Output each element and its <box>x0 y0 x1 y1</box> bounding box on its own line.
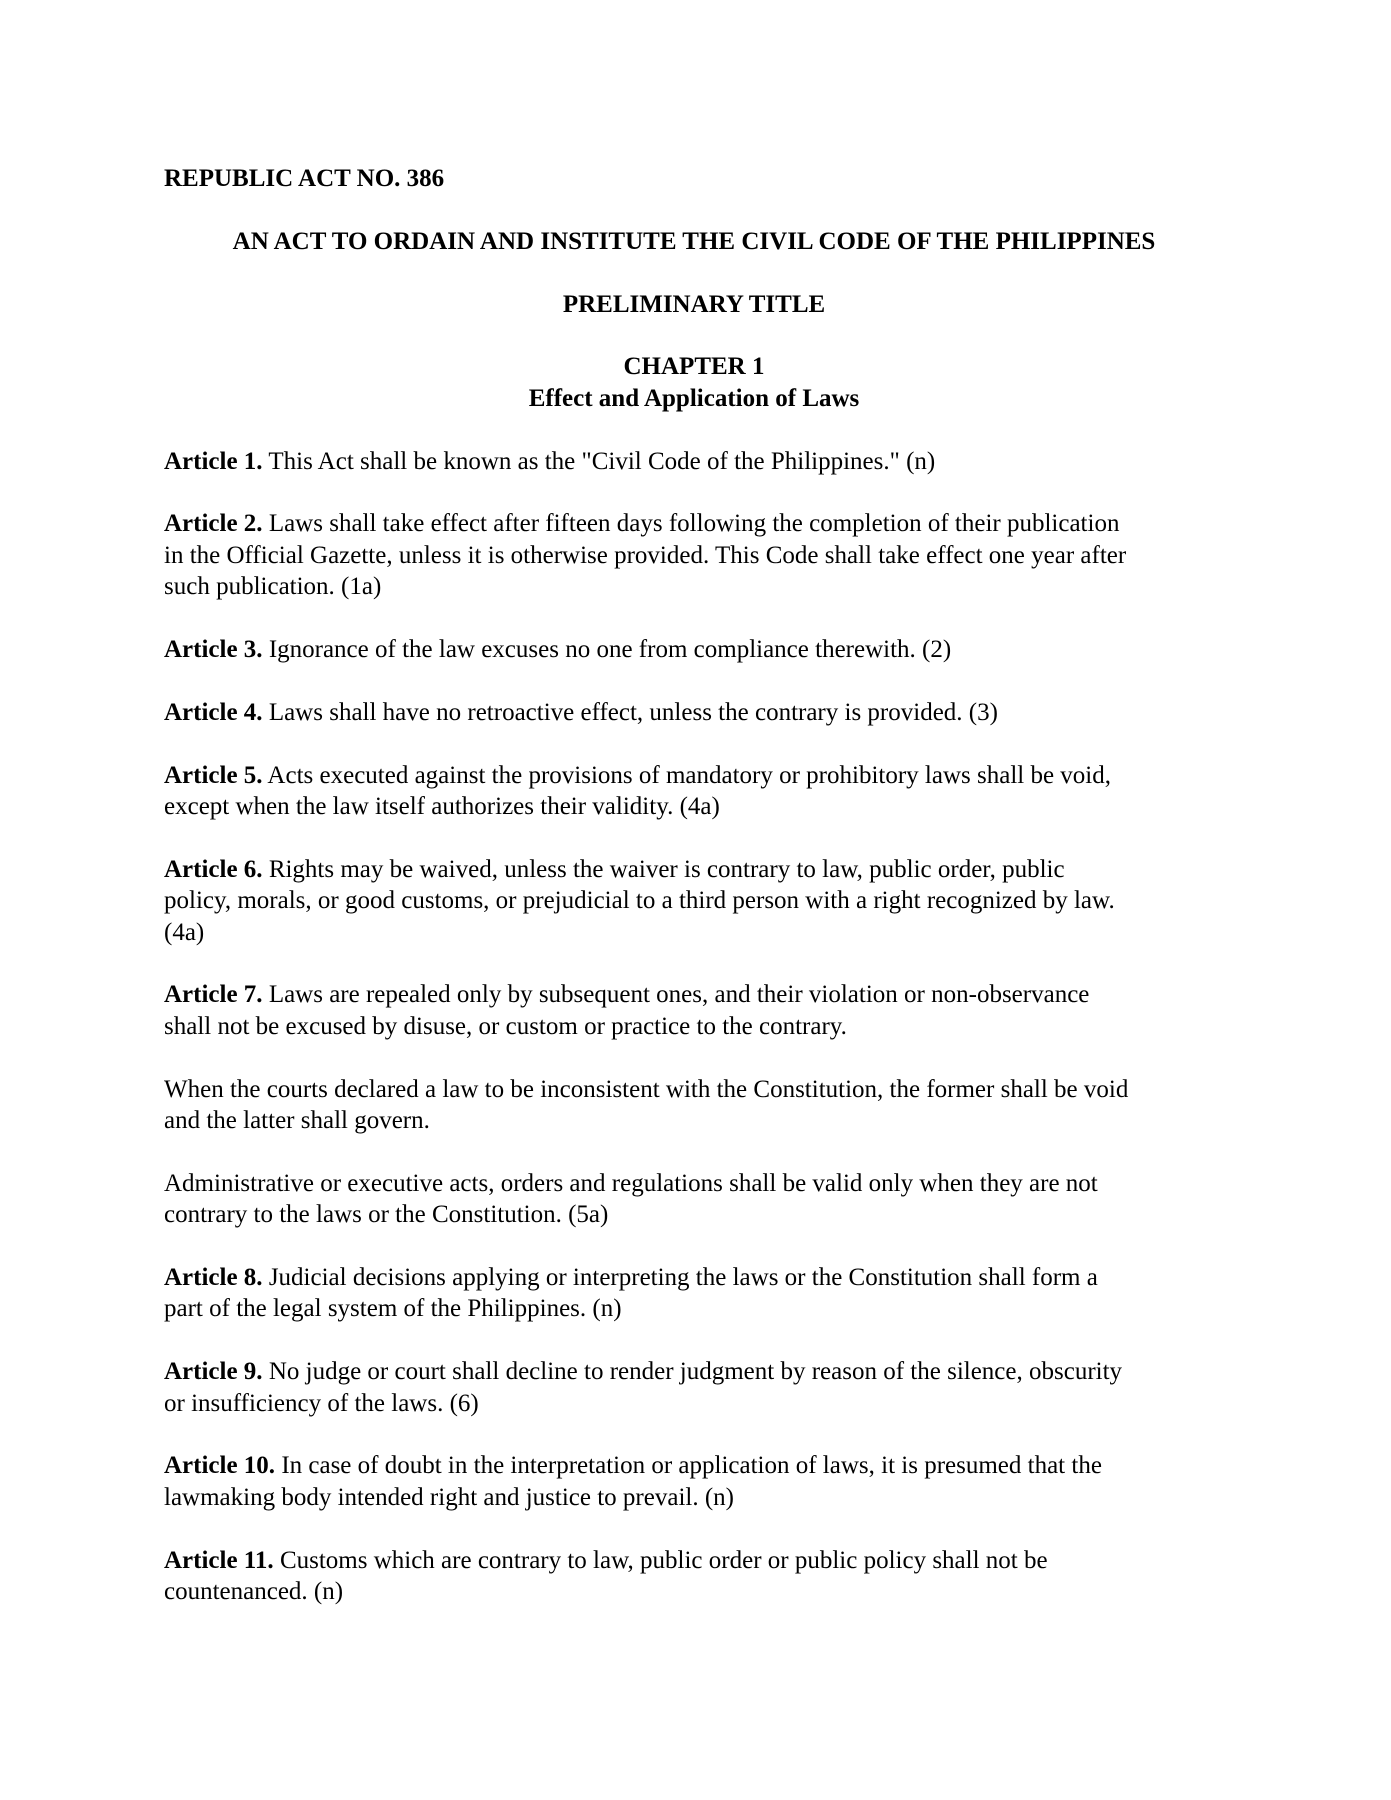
text-line <box>164 1450 1224 1481</box>
article-text: Laws are repealed only by subsequent ones, and their violation or non-observance <box>262 981 1090 1009</box>
article-paragraph <box>164 1450 1224 1513</box>
article-label: Article 8. <box>164 1264 263 1292</box>
text-line <box>164 1168 1224 1199</box>
article-paragraph <box>164 760 1224 823</box>
text-line <box>164 571 1224 602</box>
document-page <box>164 163 1224 1639</box>
article-text: Laws shall have no retroactive effect, unless the contrary is provided. (3) <box>262 698 998 726</box>
article-paragraph <box>164 1262 1224 1325</box>
article-text: (4a) <box>164 918 205 946</box>
article-label: Article 9. <box>164 1358 263 1386</box>
article-paragraph <box>164 1545 1224 1608</box>
articles-body <box>164 446 1224 1608</box>
text-line <box>164 917 1224 948</box>
article-text: No judge or court shall decline to render judgment by reason of the silence, obscurity <box>262 1358 1123 1386</box>
article-paragraph <box>164 446 1224 477</box>
article-label: Article 6. <box>164 855 263 883</box>
text-line <box>164 634 1224 665</box>
text-line <box>164 508 1224 539</box>
article-text: When the courts declared a law to be inconsistent with the Constitution, the former shall be void <box>164 1075 1129 1103</box>
article-text: or insufficiency of the laws. (6) <box>164 1389 479 1417</box>
article-text: Ignorance of the law excuses no one from compliance therewith. (2) <box>262 636 952 663</box>
paragraph <box>164 1074 1224 1137</box>
article-text: Judicial decisions applying or interpreting the laws or the Constitution shall form a <box>262 1264 1098 1292</box>
text-line <box>164 1356 1224 1387</box>
article-label: Article 2. <box>164 510 263 538</box>
text-line <box>164 540 1224 571</box>
text-line <box>164 760 1224 791</box>
text-line <box>164 446 1224 477</box>
article-label: Article 10. <box>164 1452 276 1480</box>
text-line <box>164 1545 1224 1576</box>
chapter-heading: CHAPTER 1 <box>623 353 765 381</box>
article-paragraph <box>164 1356 1224 1419</box>
article-text: in the Official Gazette, unless it is otherwise provided. This Code shall take effect one year after <box>164 541 1127 569</box>
text-line <box>164 791 1224 822</box>
article-text: shall not be excused by disuse, or custom or practice to the contrary. <box>164 1012 847 1040</box>
text-line <box>164 885 1224 916</box>
text-line <box>164 854 1224 885</box>
paragraph <box>164 1168 1224 1231</box>
article-label: Article 5. <box>164 761 263 789</box>
article-text: Rights may be waived, unless the waiver is contrary to law, public order, public <box>262 855 1065 883</box>
article-text: countenanced. (n) <box>164 1578 344 1606</box>
article-text: except when the law itself authorizes their validity. (4a) <box>164 793 720 820</box>
article-text: policy, morals, or good customs, or prejudicial to a third person with a right recognized by law. <box>164 887 1115 915</box>
article-label: Article 3. <box>164 636 263 663</box>
article-text: such publication. (1a) <box>164 573 382 601</box>
article-text: Administrative or executive acts, orders and regulations shall be valid only when they are not <box>164 1169 1098 1197</box>
text-line <box>164 1074 1224 1105</box>
text-line <box>164 1293 1224 1324</box>
article-paragraph <box>164 508 1224 602</box>
article-paragraph <box>164 979 1224 1042</box>
text-line <box>164 979 1224 1010</box>
text-line <box>164 1011 1224 1042</box>
article-text: Acts executed against the provisions of mandatory or prohibitory laws shall be void, <box>262 761 1111 789</box>
text-line <box>164 1576 1224 1607</box>
text-line <box>164 1262 1224 1293</box>
article-label: Article 11. <box>164 1546 274 1574</box>
text-line <box>164 1105 1224 1136</box>
text-line <box>164 1388 1224 1419</box>
article-text: Customs which are contrary to law, public order or public policy shall not be <box>273 1546 1048 1574</box>
chapter-title: Effect and Application of Laws <box>528 384 860 412</box>
article-paragraph <box>164 697 1224 728</box>
article-text: Laws shall take effect after fifteen days following the completion of their publication <box>262 510 1120 538</box>
article-label: Article 1. <box>164 447 263 475</box>
article-text: lawmaking body intended right and justice to prevail. (n) <box>164 1483 734 1511</box>
act-number: REPUBLIC ACT NO. 386 <box>164 165 445 192</box>
article-text: In case of doubt in the interpretation or application of laws, it is presumed that the <box>275 1452 1102 1480</box>
article-text: part of the legal system of the Philippines. (n) <box>164 1295 622 1323</box>
title-heading: PRELIMINARY TITLE <box>562 290 826 318</box>
article-label: Article 4. <box>164 698 263 726</box>
article-text: This Act shall be known as the "Civil Code of the Philippines." (n) <box>262 447 936 475</box>
article-paragraph <box>164 634 1224 665</box>
article-text: contrary to the laws or the Constitution. (5a) <box>164 1201 609 1229</box>
article-label: Article 7. <box>164 981 263 1009</box>
text-line <box>164 1482 1224 1513</box>
text-line <box>164 697 1224 728</box>
text-line <box>164 1199 1224 1230</box>
article-paragraph <box>164 854 1224 948</box>
article-text: and the latter shall govern. <box>164 1107 430 1135</box>
act-title: AN ACT TO ORDAIN AND INSTITUTE THE CIVIL CODE OF THE PHILIPPINES <box>232 227 1156 255</box>
